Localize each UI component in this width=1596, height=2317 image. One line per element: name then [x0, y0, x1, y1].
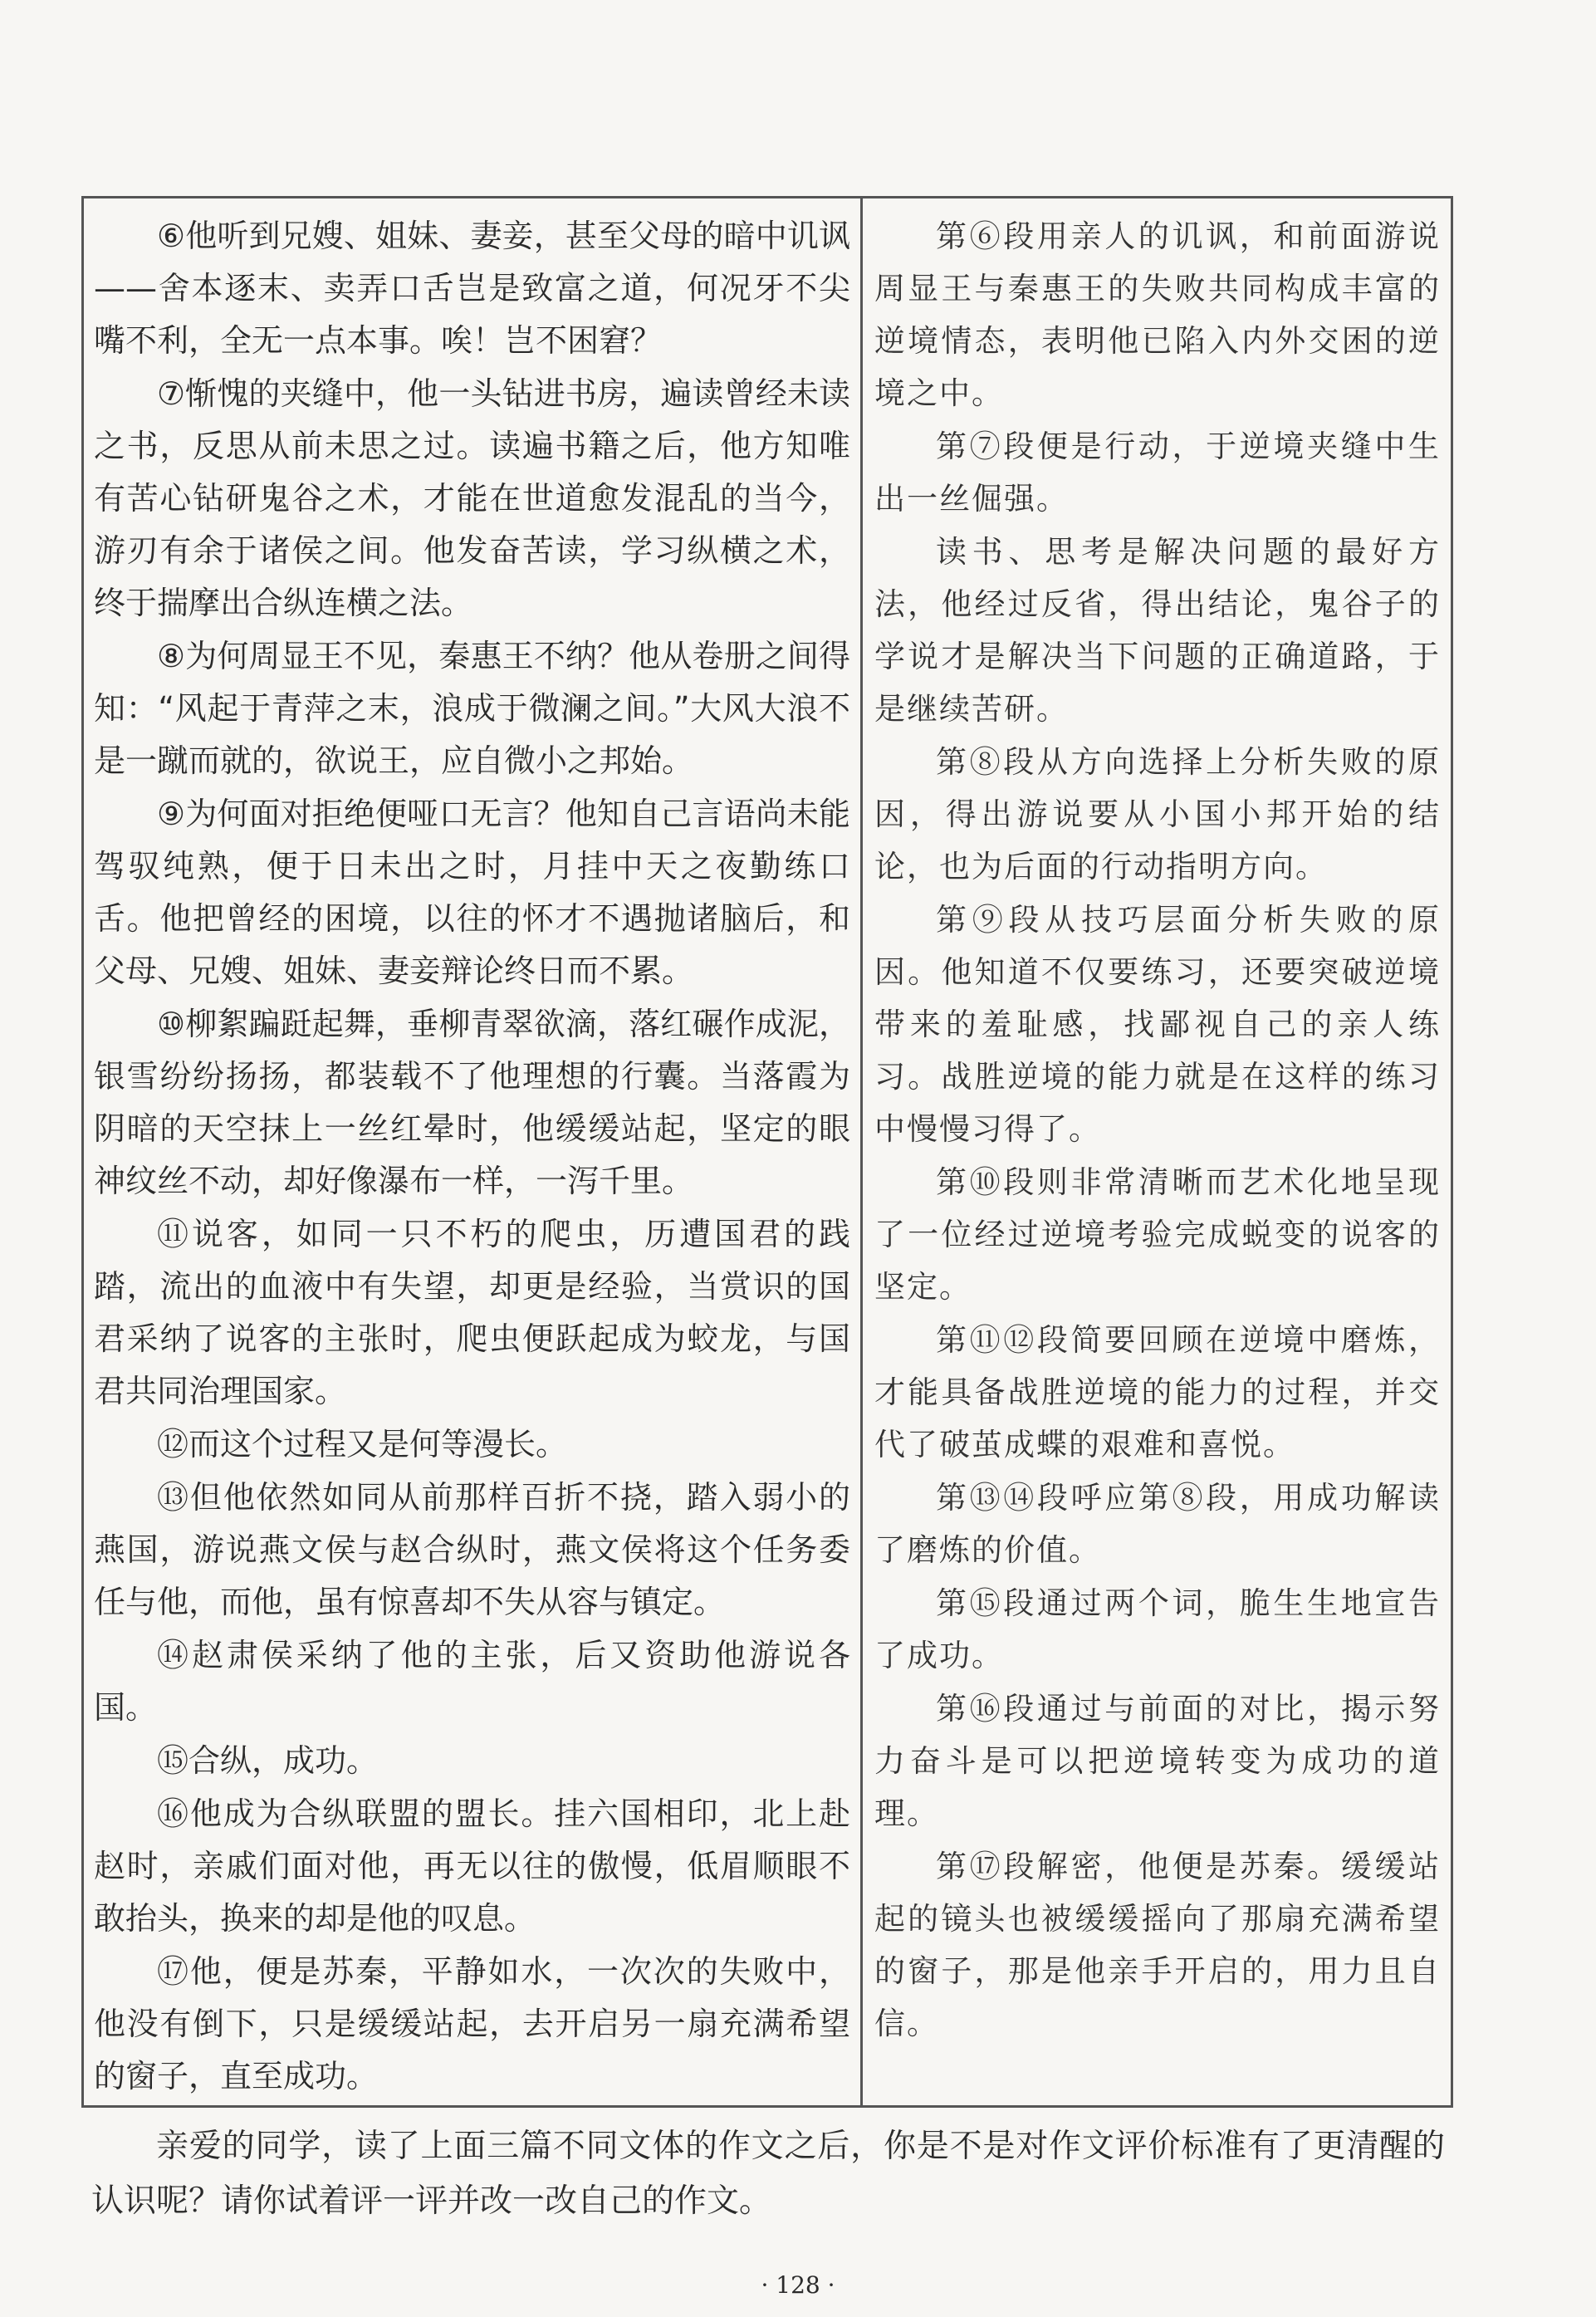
essay-paragraph-17: ⑰他，便是苏秦，平静如水，一次次的失败中，他没有倒下，只是缓缓站起，去开启另一扇充满希望的窗子，直至成功。 [94, 1953, 850, 2094]
comment-paragraph: 第⑰段解密，他便是苏秦。缓缓站起的镜头也被缓缓摇向了那扇充满希望的窗子，那是他亲手开启的，用力且自信。 [874, 1849, 1441, 2041]
essay-text-column [84, 198, 863, 2105]
essay-paragraph-15: ⑮合纵，成功。 [157, 1742, 379, 1779]
essay-paragraph-6: ⑥他听到兄嫂、姐妹、妻妾，甚至父母的暗中讥讽——舍本逐末、卖弄口舌岂是致富之道，何况牙不尖嘴不利，全无一点本事。唉！岂不困窘？ [94, 218, 850, 359]
page-number: · 128 · [761, 2271, 835, 2299]
essay-paragraph-14: ⑭赵肃侯采纳了他的主张，后又资助他游说各国。 [94, 1637, 850, 1726]
essay-paragraph-11: ⑪说客，如同一只不朽的爬虫，历遭国君的践踏，流出的血液中有失望，却更是经验，当赏识的国君采纳了说客的主张时，爬虫便跃起成为蛟龙，与国君共同治理国家。 [94, 1216, 850, 1409]
comment-paragraph: 第⑥段用亲人的讥讽，和前面游说周显王与秦惠王的失败共同构成丰富的逆境情态，表明他已陷入内外交困的逆境之中。 [874, 218, 1441, 411]
comment-paragraph: 第⑧段从方向选择上分析失败的原因，得出游说要从小国小邦开始的结论，也为后面的行动指明方向。 [874, 744, 1441, 884]
comment-paragraph: 第⑩段则非常清晰而艺术化地呈现了一位经过逆境考验完成蜕变的说客的坚定。 [874, 1164, 1441, 1305]
essay-paragraph-12: ⑫而这个过程又是何等漫长。 [157, 1426, 568, 1462]
essay-paragraph-8: ⑧为何周显王不见，秦惠王不纳？他从卷册之间得知：“风起于青萍之末，浪成于微澜之间。”大风大浪不是一蹴而就的，欲说王，应自微小之邦始。 [94, 638, 850, 779]
essay-paragraph-7: ⑦惭愧的夹缝中，他一头钻进书房，遍读曾经未读之书，反思从前未思之过。读遍书籍之后，他方知唯有苦心钻研鬼谷之术，才能在世道愈发混乱的当今，游刃有余于诸侯之间。他发奋苦读，学习纵横之术，终于揣摩出合纵连横之法。 [94, 375, 850, 621]
comment-paragraph: 第⑬⑭段呼应第⑧段，用成功解读了磨炼的价值。 [874, 1480, 1441, 1568]
comment-paragraph: 第⑮段通过两个词，脆生生地宣告了成功。 [874, 1585, 1441, 1673]
closing-prompt-text: 亲爱的同学，读了上面三篇不同文体的作文之后，你是不是对作文评价标准有了更清醒的认识呢？请你试着评一评并改一改自己的作文。 [91, 2128, 1445, 2220]
essay-paragraph-16: ⑯他成为合纵联盟的盟长。挂六国相印，北上赴赵时，亲戚们面对他，再无以往的傲慢，低眉顺眼不敢抬头，换来的却是他的叹息。 [94, 1795, 850, 1937]
comment-paragraph: 第⑦段便是行动，于逆境夹缝中生出一丝倔强。 [874, 429, 1441, 517]
essay-paragraph-9: ⑨为何面对拒绝便哑口无言？他知自己言语尚未能驾驭纯熟，便于日未出之时，月挂中天之夜勤练口舌。他把曾经的困境，以往的怀才不遇抛诸脑后，和父母、兄嫂、姐妹、妻妾辩论终日而不累。 [94, 796, 850, 989]
commentary-column [863, 198, 1451, 2105]
comment-paragraph: 读书、思考是解决问题的最好方法，他经过反省，得出结论，鬼谷子的学说才是解决当下问题的正确道路，于是继续苦研。 [874, 534, 1441, 727]
comment-paragraph: 第⑪⑫段简要回顾在逆境中磨炼，才能具备战胜逆境的能力的过程，并交代了破茧成蝶的艰难和喜悦。 [874, 1322, 1441, 1462]
essay-paragraph-13: ⑬但他依然如同从前那样百折不挠，踏入弱小的燕国，游说燕文侯与赵合纵时，燕文侯将这个任务委任与他，而他，虽有惊喜却不失从容与镇定。 [94, 1479, 850, 1620]
comment-paragraph: 第⑯段通过与前面的对比，揭示努力奋斗是可以把逆境转变为成功的道理。 [874, 1691, 1441, 1831]
essay-comment-table [81, 196, 1453, 2108]
comment-paragraph: 第⑨段从技巧层面分析失败的原因。他知道不仅要练习，还要突破逆境带来的羞耻感，找鄙视自己的亲人练习。战胜逆境的能力就是在这样的练习中慢慢习得了。 [874, 902, 1441, 1147]
essay-paragraph-10: ⑩柳絮蹁跹起舞，垂柳青翠欲滴，落红碾作成泥，银雪纷纷扬扬，都装载不了他理想的行囊。当落霞为阴暗的天空抹上一丝红晕时，他缓缓站起，坚定的眼神纹丝不动，却好像瀑布一样，一泻千里。 [94, 1006, 850, 1199]
closing-prompt [91, 2119, 1445, 2229]
